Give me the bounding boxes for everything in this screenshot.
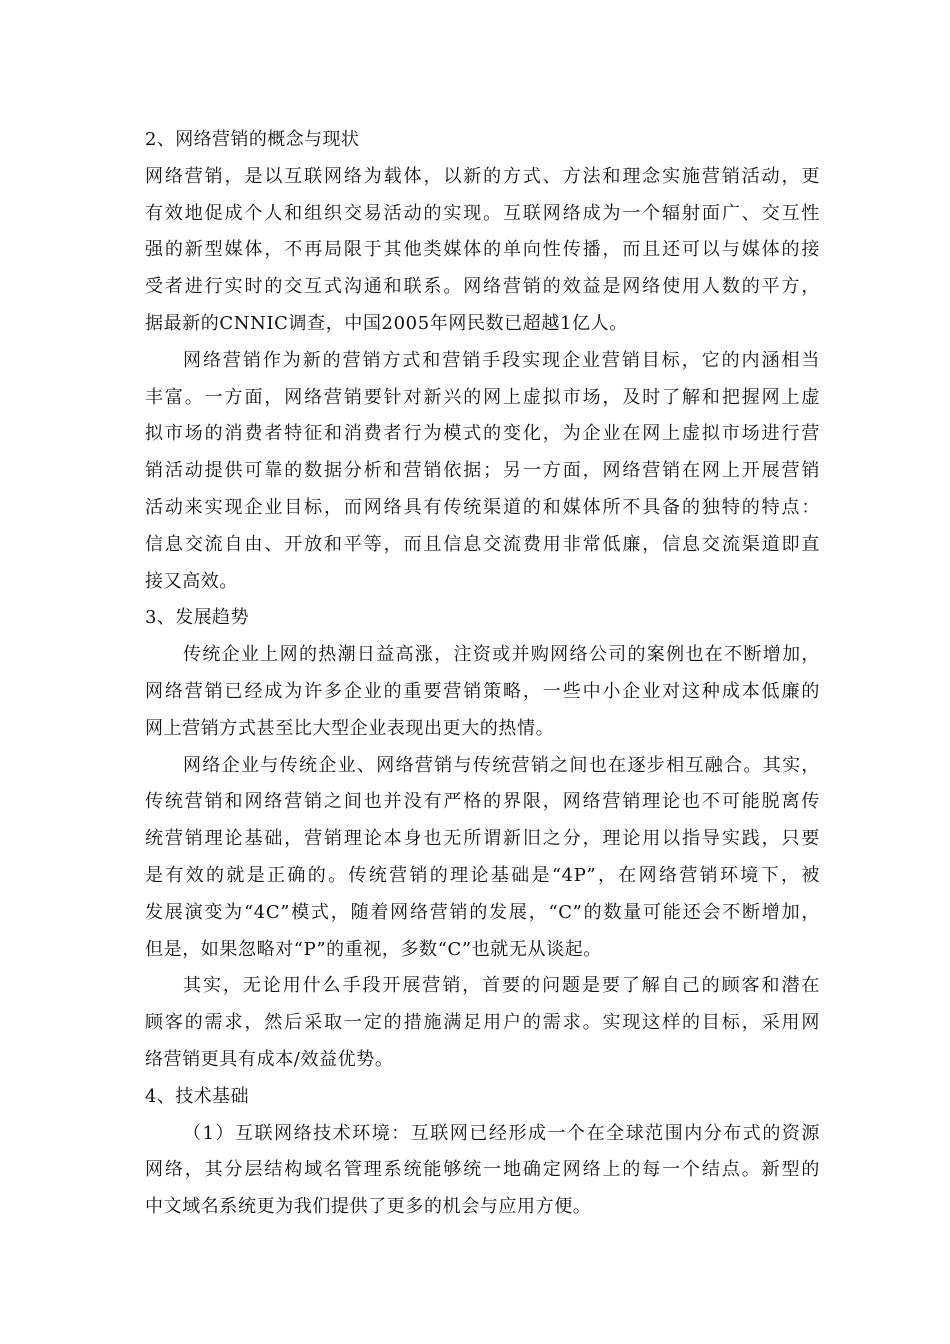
paragraph-line: 网络营销已经成为许多企业的重要营销策略，一些中小企业对这种成本低廉的 bbox=[145, 680, 820, 702]
paragraph-line: 传统营销和网络营销之间也并没有严格的界限，网络营销理论也不可能脱离传 bbox=[145, 791, 820, 813]
paragraph-line: 网络，其分层结构域名管理系统能够统一地确定网络上的每一个结点。新型的 bbox=[145, 1159, 820, 1181]
section-heading-technology: 4、技术基础 bbox=[145, 1085, 249, 1107]
paragraph-line: 强的新型媒体，不再局限于其他类媒体的单向性传播，而且还可以与媒体的接 bbox=[145, 239, 820, 261]
paragraph-line: 接又高效。 bbox=[145, 570, 238, 592]
paragraph-internet-environment bbox=[145, 1116, 820, 1226]
paragraph-traditional-online bbox=[145, 637, 820, 747]
paragraph-line: 活动来实现企业目标，而网络具有传统渠道的和媒体所不具备的独特的特点： bbox=[145, 496, 820, 518]
paragraph-line: 统营销理论基础，营销理论本身也无所谓新旧之分，理论用以指导实践，只要 bbox=[145, 828, 820, 850]
paragraph-line: 受者进行实时的交互式沟通和联系。网络营销的效益是网络使用人数的平方， bbox=[145, 276, 820, 298]
section-heading-trends: 3、发展趋势 bbox=[145, 607, 249, 629]
paragraph-line: （1）互联网络技术环境：互联网已经形成一个在全球范围内分布式的资源 bbox=[183, 1122, 820, 1144]
section-heading-concept: 2、网络营销的概念与现状 bbox=[145, 129, 360, 150]
paragraph-definition bbox=[145, 159, 820, 343]
paragraph-line: 拟市场的消费者特征和消费者行为模式的变化，为企业在网上虚拟市场进行营 bbox=[145, 423, 820, 445]
paragraph-line: 其实，无论用什么手段开展营销，首要的问题是要了解自己的顾客和潜在 bbox=[183, 975, 820, 997]
paragraph-line: 传统企业上网的热潮日益高涨，注资或并购网络公司的案例也在不断增加， bbox=[183, 644, 820, 666]
paragraph-line: 发展演变为“4C”模式，随着网络营销的发展，“C”的数量可能还会不断增加， bbox=[145, 901, 820, 923]
paragraph-line: 有效地促成个人和组织交易活动的实现。互联网络成为一个辐射面广、交互性 bbox=[145, 202, 820, 224]
paragraph-customer-needs bbox=[145, 968, 820, 1078]
paragraph-line: 网上营销方式甚至比大型企业表现出更大的热情。 bbox=[145, 717, 555, 739]
paragraph-line: 丰富。一方面，网络营销要针对新兴的网上虚拟市场，及时了解和把握网上虚 bbox=[145, 386, 820, 408]
paragraph-line: 是有效的就是正确的。传统营销的理论基础是“4P”，在网络营销环境下，被 bbox=[145, 864, 820, 886]
paragraph-line: 销活动提供可靠的数据分析和营销依据；另一方面，网络营销在网上开展营销 bbox=[145, 460, 820, 482]
paragraph-line: 据最新的CNNIC调查，中国2005年网民数已超越1亿人。 bbox=[145, 312, 628, 334]
paragraph-line: 中文域名系统更为我们提供了更多的机会与应用方便。 bbox=[145, 1196, 592, 1218]
paragraph-integration bbox=[145, 748, 820, 969]
document-page bbox=[145, 122, 820, 1226]
paragraph-line: 络营销更具有成本/效益优势。 bbox=[145, 1048, 394, 1070]
paragraph-line: 网络企业与传统企业、网络营销与传统营销之间也在逐步相互融合。其实， bbox=[183, 754, 820, 776]
paragraph-connotation bbox=[145, 343, 820, 601]
paragraph-line: 网络营销作为新的营销方式和营销手段实现企业营销目标，它的内涵相当 bbox=[183, 349, 820, 371]
paragraph-line: 网络营销，是以互联网络为载体，以新的方式、方法和理念实施营销活动，更 bbox=[145, 165, 820, 187]
paragraph-line: 但是，如果忽略对“P”的重视，多数“C”也就无从谈起。 bbox=[145, 938, 602, 960]
paragraph-line: 顾客的需求，然后采取一定的措施满足用户的需求。实现这样的目标，采用网 bbox=[145, 1012, 820, 1034]
paragraph-line: 信息交流自由、开放和平等，而且信息交流费用非常低廉，信息交流渠道即直 bbox=[145, 533, 820, 555]
